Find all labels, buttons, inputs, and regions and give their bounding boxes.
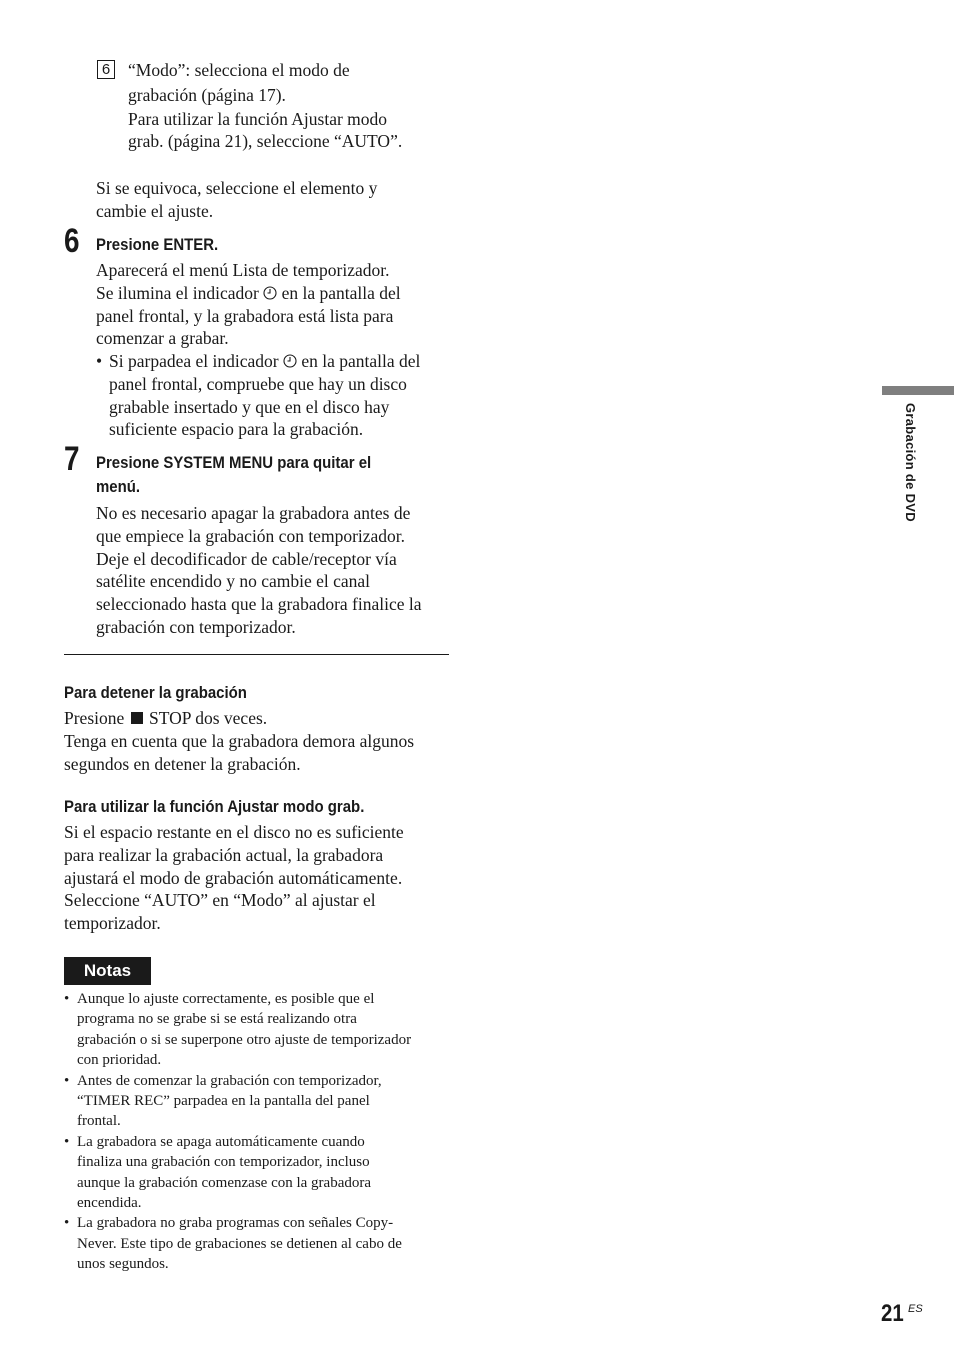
- stop-section-title: Para detener la grabación: [64, 683, 247, 702]
- note-1-line-4: con prioridad.: [77, 1052, 162, 1069]
- step-6-title: Presione ENTER.: [96, 235, 219, 254]
- note-bullet: •: [64, 1072, 70, 1089]
- adjust-line-4: Seleccione “AUTO” en “Modo” al ajustar el: [64, 890, 376, 911]
- step-7-line-1: No es necesario apagar la grabadora antes de: [96, 503, 411, 523]
- step-6-line-3: panel frontal, y la grabadora está lista para: [96, 305, 394, 326]
- side-tab-label: Grabación de DVD: [903, 403, 918, 522]
- step-7-line-3: Deje el decodificador de cable/receptor vía: [96, 548, 397, 569]
- page-number: 21: [881, 1300, 904, 1327]
- adjust-line-2: para realizar la grabación actual, la grabadora: [64, 844, 384, 865]
- adjust-line-5: temporizador.: [64, 913, 161, 934]
- mistake-note-line-1: Si se equivoca, seleccione el elemento y: [96, 178, 378, 198]
- note-1-line-2: programa no se grabe si se está realizando otra: [77, 1011, 357, 1028]
- adjust-line-3: ajustará el modo de grabación automáticamente.: [64, 867, 403, 888]
- stop-line-3: segundos en detener la grabación.: [64, 753, 301, 774]
- step-6-line-2-a: Se ilumina el indicador: [96, 282, 259, 303]
- section-divider: [64, 654, 449, 655]
- note-2-line-3: frontal.: [77, 1113, 121, 1130]
- substep-text: [128, 59, 402, 153]
- note-1-line-3: grabación o si se superpone otro ajuste de temporizador: [77, 1031, 412, 1048]
- substep-line-2: grabación (página 17).: [128, 84, 286, 105]
- mistake-note-line-2: cambie el ajuste.: [96, 200, 214, 221]
- note-3-line-2: finaliza una grabación con temporizador, incluso: [77, 1154, 370, 1171]
- step-6-number: 6: [64, 222, 80, 260]
- step-6-bullet-line-2: panel frontal, compruebe que hay un disco: [109, 373, 407, 394]
- step-7-body: [96, 502, 422, 639]
- stop-line-1-b: STOP dos veces.: [149, 708, 268, 728]
- adjust-line-1: Si el espacio restante en el disco no es suficiente: [64, 822, 404, 842]
- step-6-bullet-line-1-b: en la pantalla del: [301, 351, 421, 371]
- note-item: [64, 1071, 454, 1132]
- note-3-line-1: La grabadora se apaga automáticamente cuando: [77, 1133, 365, 1150]
- step-6-bullet-line-1: [109, 350, 456, 373]
- mistake-note: [96, 177, 377, 223]
- note-item: [64, 989, 454, 1071]
- note-bullet: •: [64, 991, 70, 1007]
- page-language-suffix: ES: [908, 1303, 923, 1315]
- step-6-body: [96, 259, 401, 350]
- step-7-number: 7: [64, 440, 80, 478]
- step-7-line-4: satélite encendido y no cambie el canal: [96, 571, 371, 592]
- step-7-title-line-2: menú.: [96, 477, 141, 496]
- notes-list: [64, 989, 454, 1275]
- step-6-line-2: [96, 282, 401, 305]
- stop-icon: [131, 712, 143, 724]
- substep-line-1: “Modo”: selecciona el modo de: [128, 60, 350, 80]
- note-3-line-4: encendida.: [77, 1195, 142, 1212]
- step-6-bullet-line-4: suficiente espacio para la grabación.: [109, 419, 364, 440]
- substep-sub-line-1: Para utilizar la función Ajustar modo: [128, 108, 388, 129]
- note-4-line-2: Never. Este tipo de grabaciones se detienen al cabo de: [77, 1235, 402, 1252]
- step-6-bullet-line-3: grabable insertado y que en el disco hay: [109, 396, 390, 417]
- stop-line-1-a: Presione: [64, 708, 125, 728]
- step-7-title: [96, 451, 371, 499]
- adjust-section-title: Para utilizar la función Ajustar modo grab.: [64, 797, 365, 816]
- adjust-section-body: [64, 821, 404, 935]
- step-6-bullet-line-1-a: Si parpadea el indicador: [109, 351, 279, 371]
- notes-label: Notas: [64, 957, 151, 985]
- stop-line-1: [64, 707, 414, 730]
- bullet-mark: •: [96, 351, 103, 371]
- note-4-line-1: La grabadora no graba programas con señales Copy-: [77, 1215, 394, 1232]
- stop-line-2: Tenga en cuenta que la grabadora demora algunos: [64, 730, 415, 751]
- note-bullet: •: [64, 1215, 70, 1232]
- note-item: [64, 1132, 454, 1214]
- step-6-line-2-b: en la pantalla del: [281, 282, 401, 303]
- note-item: [64, 1213, 454, 1274]
- note-bullet: •: [64, 1133, 70, 1150]
- substep-sub-line-2: grab. (página 21), seleccione “AUTO”.: [128, 131, 403, 152]
- step-7-line-5: seleccionado hasta que la grabadora finalice la: [96, 594, 422, 615]
- note-1-line-1: Aunque lo ajuste correctamente, es posible que el: [77, 991, 375, 1007]
- side-tab-bar: [882, 386, 954, 395]
- note-2-line-2: “TIMER REC” parpadea en la pantalla del panel: [77, 1093, 370, 1110]
- step-6-line-1: Aparecerá el menú Lista de temporizador.: [96, 260, 390, 280]
- substep-number-box: 6: [97, 60, 115, 79]
- note-3-line-3: aunque la grabación comenzase con la grabadora: [77, 1174, 372, 1191]
- step-7-line-6: grabación con temporizador.: [96, 616, 296, 637]
- step-6-bullet: [96, 350, 456, 441]
- note-4-line-3: unos segundos.: [77, 1256, 169, 1273]
- step-6-line-4: comenzar a grabar.: [96, 328, 229, 349]
- stop-section-body: [64, 707, 414, 775]
- step-7-line-2: que empiece la grabación con temporizador.: [96, 525, 406, 546]
- timer-icon: [263, 286, 277, 300]
- timer-icon: [283, 354, 297, 368]
- note-2-line-1: Antes de comenzar la grabación con temporizador,: [77, 1072, 382, 1089]
- step-7-title-line-1: Presione SYSTEM MENU para quitar el: [96, 453, 372, 472]
